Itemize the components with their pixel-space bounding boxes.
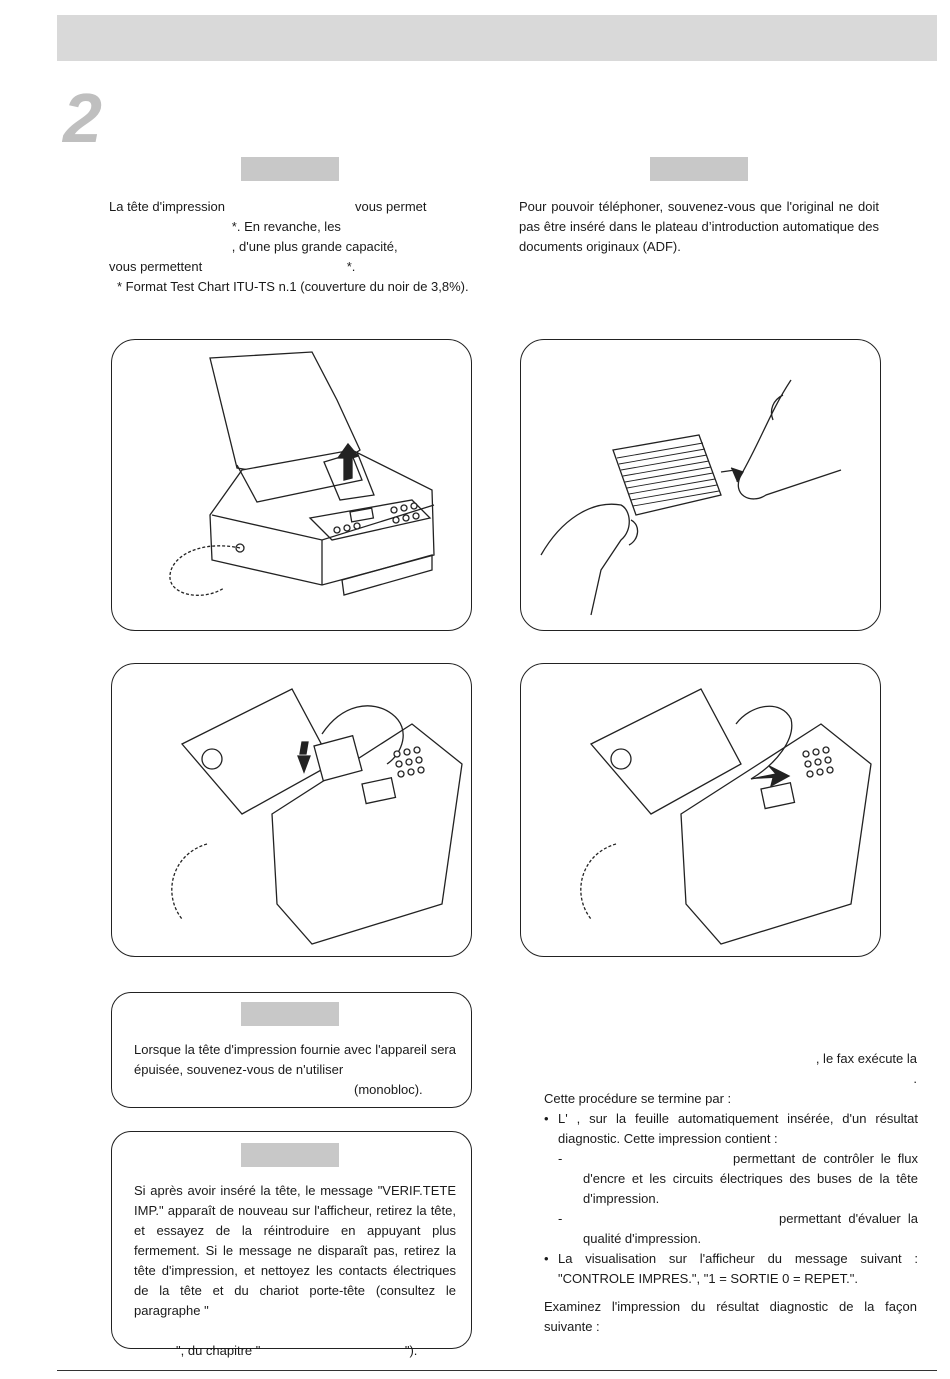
- note-label-box-right: [650, 157, 748, 181]
- intro-line-3: , d'une plus grande capacité,: [109, 239, 398, 254]
- dash-marker: -: [558, 1211, 563, 1226]
- note-box-2-text-block: [134, 1181, 456, 1361]
- note-2-tail: ", du chapitre " ").: [176, 1343, 418, 1358]
- step-number: 2: [63, 79, 102, 157]
- sub-2-text: permettant d'évaluer la qualité d'impression.: [583, 1211, 918, 1246]
- intro-line-2: *. En revanche, les: [109, 219, 341, 234]
- illustration-fax-paper: [111, 339, 472, 631]
- note-label-box-left: [241, 157, 339, 181]
- procedure-closing: Examinez l'impression du résultat diagnostic de la façon suivante :: [544, 1299, 917, 1334]
- procedure-sub-1: [544, 1149, 918, 1209]
- procedure-bullet-1: [544, 1109, 918, 1149]
- bullet-dot: •: [544, 1251, 549, 1266]
- procedure-intro: Cette procédure se termine par :: [544, 1091, 732, 1106]
- bullet-1-text: L' , sur la feuille automatiquement insérée, d'un résultat diagnostic. Cette impression contient :: [558, 1111, 918, 1146]
- right-intro-paragraph: [519, 197, 879, 257]
- note-box-1-label: [241, 1002, 339, 1026]
- bullet-dot: •: [544, 1111, 549, 1126]
- procedure-sub-2: [544, 1209, 918, 1249]
- procedure-line-1: , le fax exécute la: [815, 1051, 917, 1066]
- sub-1-text: permettant de contrôler le flux d'encre et les circuits électriques des buses de la tête d'impression.: [583, 1151, 918, 1206]
- right-intro-text: Pour pouvoir téléphoner, souvenez-vous que l'original ne doit pas être inséré dans le plateau d’introduction automatique des documents originaux (ADF).: [519, 199, 879, 254]
- header-bar: [57, 15, 937, 61]
- dash-marker: -: [558, 1151, 563, 1166]
- note-2-text: Si après avoir inséré la tête, le message "VERIF.TETE IMP." apparaît de nouveau sur l'afficheur, retirez la tête, et essayez de la réintroduire en appuyant plus fermement. Si le message ne disparaît pas, retirez la tête d'impression, et nettoyez les contacts électriques de la tête et du chariot porte-tête (consultez le paragraphe ": [134, 1183, 456, 1318]
- illustration-insert-head: [111, 663, 472, 957]
- procedure-bullet-2: [544, 1249, 918, 1289]
- intro-line-1: La tête d'impression vous permet: [109, 199, 427, 214]
- procedure-list: [544, 1109, 918, 1289]
- procedure-line-2: .: [913, 1071, 917, 1086]
- intro-line-4: vous permettent *.: [109, 259, 356, 274]
- illustration-close-head: [520, 663, 881, 957]
- bullet-2-text: La visualisation sur l'afficheur du message suivant : "CONTROLE IMPRES.", "1 = SORTIE 0 = REPET.".: [558, 1251, 918, 1286]
- bottom-rule: [57, 1370, 937, 1371]
- illustration-hands-head: [520, 339, 881, 631]
- note-box-2-label: [241, 1143, 339, 1167]
- note-1-text: Lorsque la tête d'impression fournie avec l'appareil sera épuisée, souvenez-vous de n'utiliser: [134, 1042, 456, 1077]
- left-intro-paragraph: [109, 197, 470, 297]
- note-1-tail: (monobloc).: [354, 1082, 423, 1097]
- note-box-1-text-block: [134, 1040, 456, 1100]
- intro-footnote: * Format Test Chart ITU-TS n.1 (couverture du noir de 3,8%).: [117, 279, 469, 294]
